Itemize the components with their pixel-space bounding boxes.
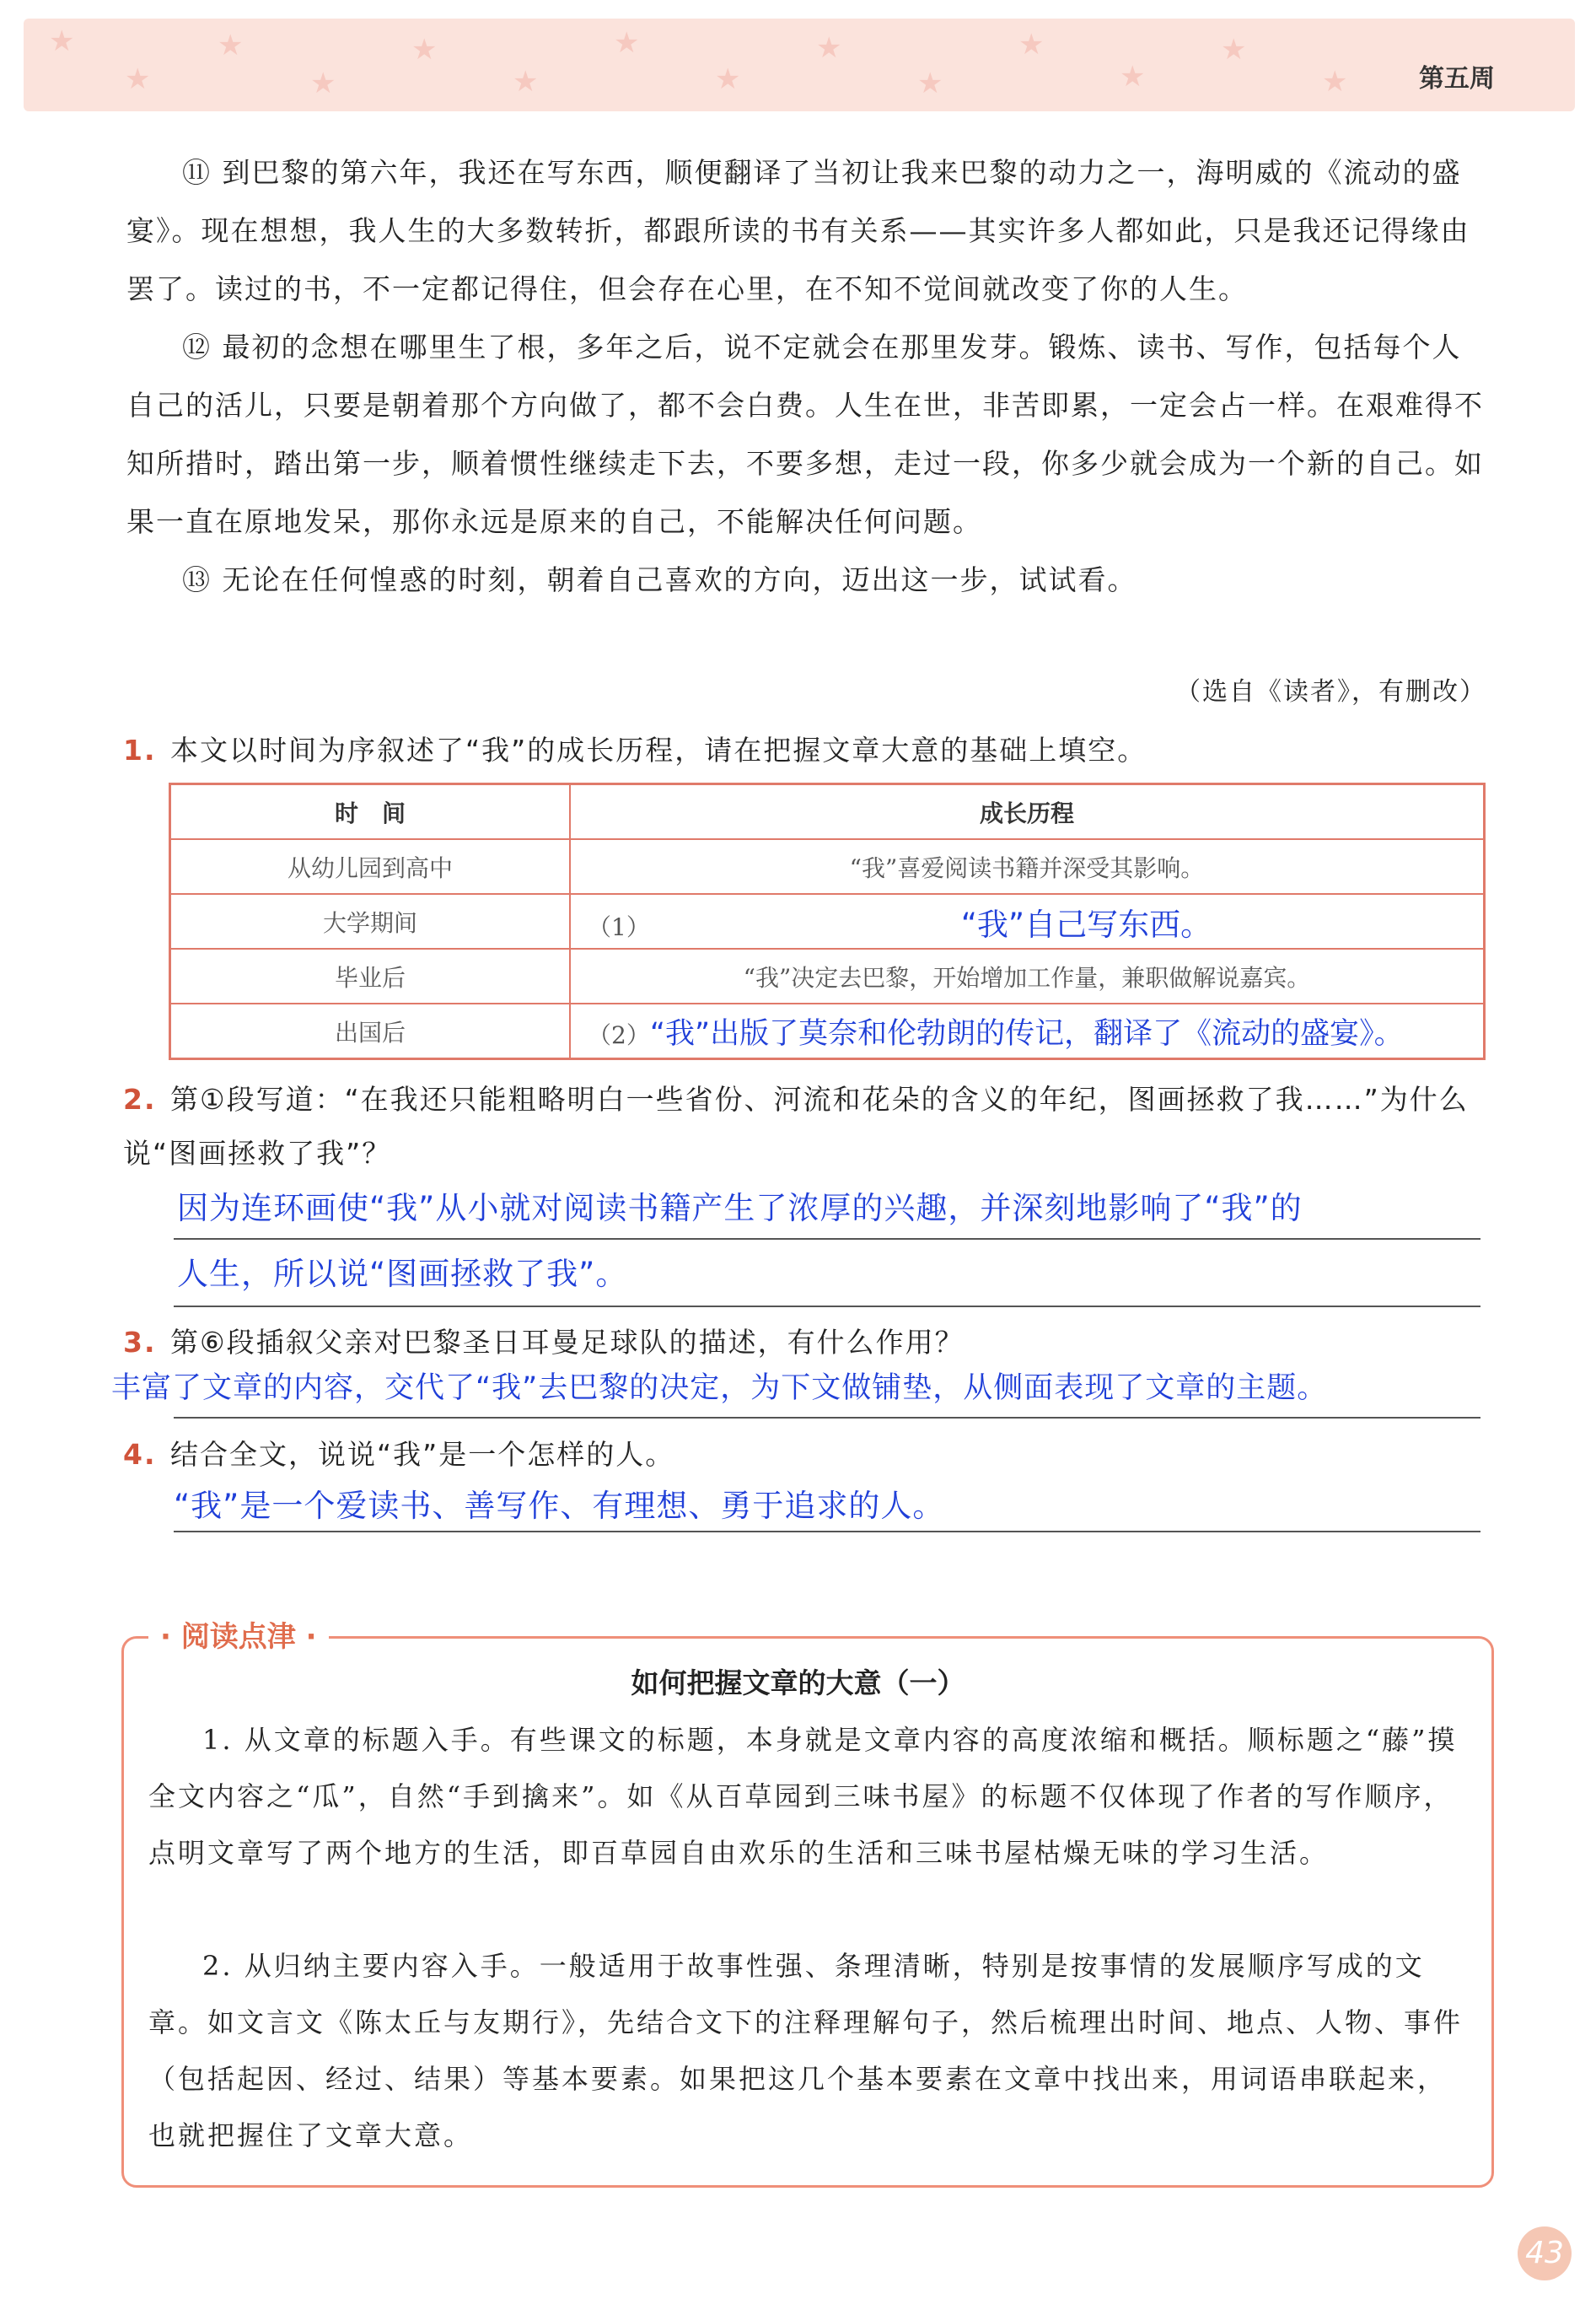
- answer-2-line-1[interactable]: 因为连环画使“我”从小就对阅读书籍产生了浓厚的兴趣，并深刻地影响了“我”的: [177, 1190, 1303, 1226]
- answer-line: [174, 1531, 1480, 1532]
- growth-cell-answer[interactable]: [570, 1004, 1485, 1059]
- paragraph-11: ⑪ 到巴黎的第六年，我还在写东西，顺便翻译了当初让我来巴黎的动力之一，海明威的《流动的盛宴》。现在想想，我人生的大多数转折，都跟所读的书有关系——其实许多人都如此，只是我还记得缘由罢了。读过的书，不一定都记得住，但会存在心里，在不知不觉间就改变了你的人生。: [126, 156, 1470, 305]
- page-number: 43: [1518, 2226, 1572, 2280]
- question-text: 第⑥段插叙父亲对巴黎圣日耳曼足球队的描述，有什么作用？: [170, 1326, 965, 1359]
- question-3: [123, 1316, 1497, 1370]
- paragraph-12: ⑫ 最初的念想在哪里生了根，多年之后，说不定就会在那里发芽。锻炼、读书、写作，包括每个人自己的活儿，只要是朝着那个方向做了，都不会白费。人生在世，非苦即累，一定会占一样。在艰难得不知所措时，踏出第一步，顺着惯性继续走下去，不要多想，走过一段，你多少就会成为一个新的自己。如果一直在原地发呆，那你永远是原来的自己，不能解决任何问题。: [126, 331, 1484, 538]
- star-decoration-icon: ★: [614, 26, 640, 60]
- question-4: [123, 1428, 1497, 1482]
- question-number: 4.: [123, 1438, 157, 1471]
- answer-4[interactable]: “我”是一个爱读书、善写作、有理想、勇于追求的人。: [174, 1488, 945, 1524]
- question-number: 2.: [123, 1083, 157, 1116]
- source-citation: （选自《读者》，有删改）: [1175, 677, 1486, 707]
- table-row: [170, 1004, 1485, 1059]
- answer-line: [174, 1238, 1480, 1240]
- question-2: [123, 1073, 1497, 1181]
- growth-cell: “我”喜爱阅读书籍并深受其影响。: [570, 839, 1485, 894]
- answer-1-2: “我”出版了莫奈和伦勃朗的传记，翻译了《流动的盛宴》。: [649, 1016, 1404, 1051]
- time-cell: 出国后: [170, 1004, 571, 1059]
- star-decoration-icon: ★: [49, 24, 75, 58]
- table-header-row: [170, 784, 1485, 840]
- answer-line: [174, 1417, 1480, 1419]
- time-cell: 从幼儿园到高中: [170, 839, 571, 894]
- star-decoration-icon: ★: [917, 67, 943, 100]
- growth-cell-answer[interactable]: [570, 894, 1485, 949]
- blank-marker: （2）: [588, 1020, 650, 1049]
- time-cell: 大学期间: [170, 894, 571, 949]
- blank-marker: （1）: [588, 913, 650, 941]
- star-decoration-icon: ★: [218, 29, 244, 62]
- column-header-growth: 成长历程: [570, 784, 1485, 840]
- question-number: 3.: [123, 1326, 157, 1359]
- column-header-time: 时 间: [170, 784, 571, 840]
- answer-3[interactable]: 丰富了文章的内容，交代了“我”去巴黎的决定，为下文做铺垫，从侧面表现了文章的主题。: [111, 1371, 1328, 1405]
- star-decoration-icon: ★: [310, 67, 336, 100]
- answer-2-line-2[interactable]: 人生，所以说“图画拯救了我”。: [177, 1256, 628, 1292]
- table-row: [170, 894, 1485, 949]
- star-decoration-icon: ★: [411, 33, 438, 67]
- star-decoration-icon: ★: [513, 65, 539, 99]
- star-decoration-icon: ★: [1120, 60, 1146, 94]
- answer-line: [174, 1306, 1480, 1307]
- time-cell: 毕业后: [170, 949, 571, 1004]
- paragraph-13: ⑬ 无论在任何惶惑的时刻，朝着自己喜欢的方向，迈出这一步，试试看。: [182, 563, 1137, 596]
- reading-tips-tag: · 阅读点津 ·: [148, 1613, 329, 1655]
- star-decoration-icon: ★: [816, 31, 842, 65]
- answer-1-1: “我”自己写东西。: [960, 906, 1212, 943]
- tip-paragraph-2: 2. 从归纳主要内容入手。一般适用于故事性强、条理清晰，特别是按事情的发展顺序写成的文章。如文言文《陈太丘与友期行》，先结合文下的注释理解句子，然后梳理出时间、地点、人物、事件（包括起因、经过、结果）等基本要素。如果把这几个基本要素在文章中找出来，用词语串联起来，也就把握住了文章大意。: [148, 1950, 1464, 2151]
- question-text: 第①段写道：“在我还只能粗略明白一些省份、河流和花朵的含义的年纪，图画拯救了我……”为什么说“图画拯救了我”？: [123, 1083, 1469, 1170]
- question-text: 结合全文，说说“我”是一个怎样的人。: [170, 1438, 675, 1471]
- table-row: [170, 949, 1485, 1004]
- star-decoration-icon: ★: [1322, 65, 1348, 99]
- star-decoration-icon: ★: [715, 62, 741, 96]
- header-band: [24, 19, 1575, 111]
- star-decoration-icon: ★: [125, 62, 151, 96]
- tip-paragraph-1: 1. 从文章的标题入手。有些课文的标题，本身就是文章内容的高度浓缩和概括。顺标题之“藤”摸全文内容之“瓜”，自然“手到擒来”。如《从百草园到三味书屋》的标题不仅体现了作者的写作顺序，点明文章写了两个地方的生活，即百草园自由欢乐的生活和三味书屋枯燥无味的学习生活。: [148, 1724, 1458, 1869]
- question-text: 本文以时间为序叙述了“我”的成长历程，请在把握文章大意的基础上填空。: [170, 734, 1147, 767]
- week-label: 第五周: [1419, 64, 1495, 94]
- reading-tips-heading: 如何把握文章的大意（一）: [631, 1666, 965, 1699]
- growth-table: [169, 783, 1486, 1060]
- star-decoration-icon: ★: [1018, 28, 1045, 62]
- question-1: [123, 724, 1497, 778]
- growth-cell: “我”决定去巴黎，开始增加工作量，兼职做解说嘉宾。: [570, 949, 1485, 1004]
- passage: [126, 143, 1484, 609]
- table-row: [170, 839, 1485, 894]
- star-decoration-icon: ★: [1221, 33, 1247, 67]
- question-number: 1.: [123, 734, 157, 767]
